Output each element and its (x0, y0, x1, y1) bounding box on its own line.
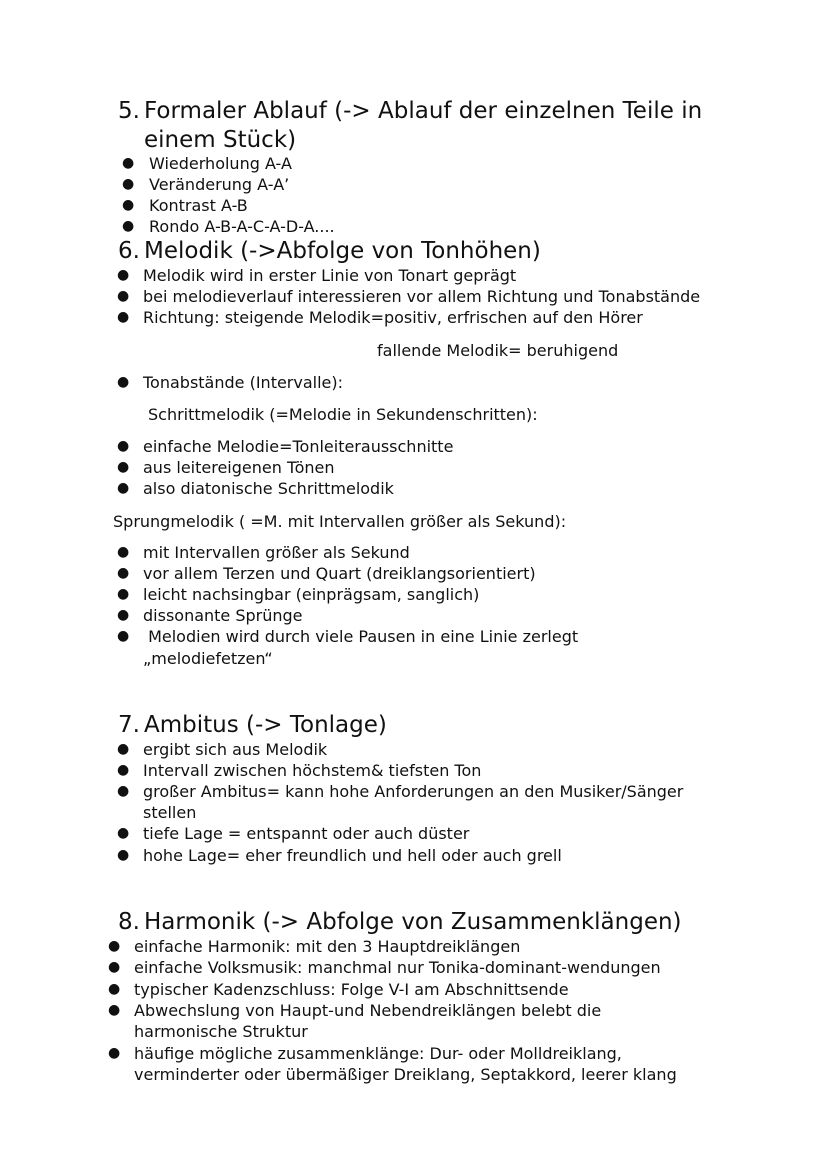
list-item: aus leitereigenen Tönen (143, 458, 335, 477)
sprungmelodik-heading: Sprungmelodik ( =M. mit Intervallen größer als Sekund): (113, 512, 567, 531)
list-item: Richtung: steigende Melodik=positiv, erfrischen auf den Hörer (143, 308, 643, 327)
section-6-number: 6. (118, 238, 140, 264)
list-item: ergibt sich aus Melodik (143, 740, 328, 759)
list-item-line2: stellen (143, 803, 197, 822)
list-item: einfache Volksmusik: manchmal nur Tonika-dominant-wendungen (134, 958, 661, 977)
bullet-icon: ● (117, 628, 130, 644)
bullet-icon: ● (108, 1002, 121, 1018)
list-item: mit Intervallen größer als Sekund (143, 543, 410, 562)
section-7-number: 7. (118, 712, 140, 738)
bullet-icon: ● (117, 741, 130, 757)
list-item: typischer Kadenzschluss: Folge V-I am Abschnittsende (134, 980, 569, 999)
list-item: einfache Melodie=Tonleiterausschnitte (143, 437, 454, 456)
schrittmelodik-heading: Schrittmelodik (=Melodie in Sekundenschritten): (148, 405, 538, 424)
list-item-line1: großer Ambitus= kann hohe Anforderungen an den Musiker/Sänger (143, 782, 684, 801)
list-item-line1: Melodien wird durch viele Pausen in eine Linie zerlegt (143, 627, 579, 646)
bullet-icon: ● (122, 155, 135, 171)
bullet-icon: ● (117, 267, 130, 283)
list-item: Veränderung A-A’ (149, 175, 290, 194)
list-item: Melodik wird in erster Linie von Tonart geprägt (143, 266, 517, 285)
list-item: Wiederholung A-A (149, 154, 292, 173)
bullet-icon: ● (122, 197, 135, 213)
list-item: hohe Lage= eher freundlich und hell oder auch grell (143, 846, 562, 865)
bullet-icon: ● (117, 288, 130, 304)
bullet-icon: ● (117, 565, 130, 581)
bullet-icon: ● (117, 607, 130, 623)
list-item-line2: verminderter oder übermäßiger Dreiklang, Septakkord, leerer klang (134, 1065, 677, 1084)
bullet-icon: ● (117, 309, 130, 325)
section-5-number: 5. (118, 98, 140, 124)
section-8-title: Harmonik (-> Abfolge von Zusammenklängen) (144, 909, 682, 935)
bullet-icon: ● (108, 959, 121, 975)
section-8-number: 8. (118, 909, 140, 935)
list-item-line2: harmonische Struktur (134, 1022, 308, 1041)
bullet-icon: ● (117, 438, 130, 454)
bullet-icon: ● (117, 374, 130, 390)
bullet-icon: ● (117, 586, 130, 602)
list-item: also diatonische Schrittmelodik (143, 479, 394, 498)
bullet-icon: ● (122, 218, 135, 234)
tonabstaende-item: Tonabstände (Intervalle): (143, 373, 344, 392)
list-item-line2: „melodiefetzen“ (143, 649, 273, 668)
bullet-icon: ● (117, 480, 130, 496)
bullet-icon: ● (108, 1045, 121, 1061)
list-item: tiefe Lage = entspannt oder auch düster (143, 824, 470, 843)
section-6-title: Melodik (->Abfolge von Tonhöhen) (144, 238, 541, 264)
section-5-title-line1: Formaler Ablauf (-> Ablauf der einzelnen Teile in (144, 98, 703, 124)
list-item-line1: Abwechslung von Haupt-und Nebendreiklängen belebt die (134, 1001, 602, 1020)
bullet-icon: ● (117, 544, 130, 560)
list-item: Rondo A-B-A-C-A-D-A.... (149, 217, 335, 236)
bullet-icon: ● (117, 825, 130, 841)
list-item: leicht nachsingbar (einprägsam, sanglich) (143, 585, 480, 604)
bullet-icon: ● (117, 762, 130, 778)
bullet-icon: ● (108, 981, 121, 997)
list-item-line1: häufige mögliche zusammenklänge: Dur- oder Molldreiklang, (134, 1044, 622, 1063)
list-item: Kontrast A-B (149, 196, 248, 215)
bullet-icon: ● (117, 783, 130, 799)
bullet-icon: ● (122, 176, 135, 192)
list-item: bei melodieverlauf interessieren vor allem Richtung und Tonabstände (143, 287, 701, 306)
section-7-title: Ambitus (-> Tonlage) (144, 712, 387, 738)
fallende-melodik-text: fallende Melodik= beruhigend (377, 341, 619, 360)
list-item: dissonante Sprünge (143, 606, 303, 625)
bullet-icon: ● (108, 938, 121, 954)
bullet-icon: ● (117, 459, 130, 475)
list-item: vor allem Terzen und Quart (dreiklangsorientiert) (143, 564, 536, 583)
bullet-icon: ● (117, 847, 130, 863)
list-item: Intervall zwischen höchstem& tiefsten Ton (143, 761, 482, 780)
section-5-title-line2: einem Stück) (144, 127, 297, 153)
list-item: einfache Harmonik: mit den 3 Hauptdreiklängen (134, 937, 521, 956)
